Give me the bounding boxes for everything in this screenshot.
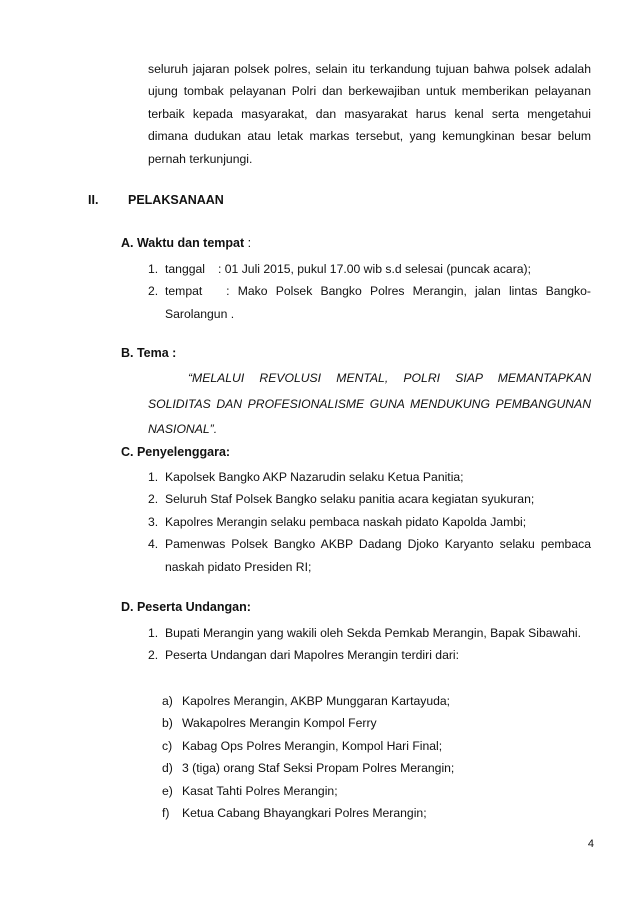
item-text: Kapolres Merangin selaku pembaca naskah pidato Kapolda Jambi; (165, 514, 527, 529)
list-item (162, 780, 591, 802)
theme-text: “MELALUI REVOLUSI MENTAL, POLRI SIAP MEMANTAPKAN SOLIDITAS DAN PROFESIONALISME GUNA MENDUKUNG PEMBANGUNAN NASIONAL”. (148, 371, 591, 436)
item-number: 2. (148, 492, 159, 507)
item-number: 1. (148, 626, 159, 640)
item-letter: c) (162, 738, 173, 753)
item-text: Ketua Cabang Bhayangkari Polres Merangin; (182, 806, 427, 821)
list-item (148, 511, 591, 533)
list-item (148, 488, 591, 510)
list-item (148, 533, 591, 578)
section-number: II. (88, 193, 99, 207)
subsection-d-sublist (162, 690, 591, 824)
list-item (148, 644, 591, 666)
item-number: 1. (148, 262, 159, 276)
item-text: Kabag Ops Polres Merangin, Kompol Hari Final; (182, 738, 443, 753)
item-text: Kapolsek Bangko AKP Nazarudin selaku Ketua Panitia; (165, 470, 464, 484)
item-letter: b) (162, 716, 173, 731)
item-label: tempat (165, 284, 203, 299)
list-item (148, 622, 591, 644)
section-heading (88, 193, 224, 207)
item-letter: a) (162, 694, 173, 708)
item-number: 2. (148, 648, 159, 663)
item-letter: d) (162, 761, 173, 776)
item-number: 1. (148, 470, 159, 484)
list-item (162, 802, 591, 824)
item-number: 4. (148, 537, 159, 552)
subsection-b-heading: B. Tema : (121, 346, 177, 360)
item-text: Wakapolres Merangin Kompol Ferry (182, 716, 377, 731)
item-text: Kapolres Merangin, AKBP Munggaran Kartayuda; (182, 694, 451, 708)
item-text: Pamenwas Polsek Bangko AKBP Dadang Djoko Karyanto selaku pembaca naskah pidato Presiden RI; (165, 537, 591, 574)
list-item (162, 757, 591, 779)
subsection-c-heading: C. Penyelenggara: (121, 445, 231, 459)
subsection-d-list (148, 622, 591, 667)
item-number: 2. (148, 284, 159, 299)
item-text: 3 (tiga) orang Staf Seksi Propam Polres Merangin; (182, 761, 455, 776)
list-item (162, 690, 591, 712)
list-item (148, 258, 591, 280)
item-text: : Mako Polsek Bangko Polres Merangin, jalan lintas Bangko-Sarolangun . (165, 284, 591, 321)
item-number: 3. (148, 514, 159, 529)
section-title: PELAKSANAAN (128, 193, 224, 207)
item-text: Peserta Undangan dari Mapolres Merangin terdiri dari: (165, 648, 460, 663)
list-item (148, 280, 591, 325)
subsection-a-suffix: : (244, 236, 252, 250)
list-item (162, 712, 591, 734)
item-text: Kasat Tahti Polres Merangin; (182, 783, 338, 798)
item-text: Bupati Merangin yang wakili oleh Sekda Pemkab Merangin, Bapak Sibawahi. (165, 626, 581, 640)
subsection-c-list (148, 466, 591, 578)
subsection-a-heading (121, 236, 251, 250)
item-label: tanggal (165, 262, 205, 276)
list-item (148, 466, 591, 488)
item-letter: e) (162, 783, 173, 798)
page-number: 4 (587, 838, 594, 850)
list-item (162, 735, 591, 757)
item-text: Seluruh Staf Polsek Bangko selaku panitia acara kegiatan syukuran; (165, 492, 535, 507)
item-text: : 01 Juli 2015, pukul 17.00 wib s.d selesai (puncak acara); (218, 262, 531, 276)
subsection-a-list (148, 258, 591, 325)
subsection-a-title: A. Waktu dan tempat (121, 236, 245, 250)
intro-paragraph: seluruh jajaran polsek polres, selain itu terkandung tujuan bahwa polsek adalah ujung tombak pelayanan Polri dan berkewajiban untuk memberikan pelayanan terbaik kepada masyarakat, dan masyarakat harus kenal serta mengetahui dimana dudukan atau letak markas tersebut, yang kemungkinan besar belum pernah terkunjungi. (148, 62, 591, 166)
subsection-d-heading: D. Peserta Undangan: (121, 600, 251, 614)
item-letter: f) (162, 806, 170, 821)
